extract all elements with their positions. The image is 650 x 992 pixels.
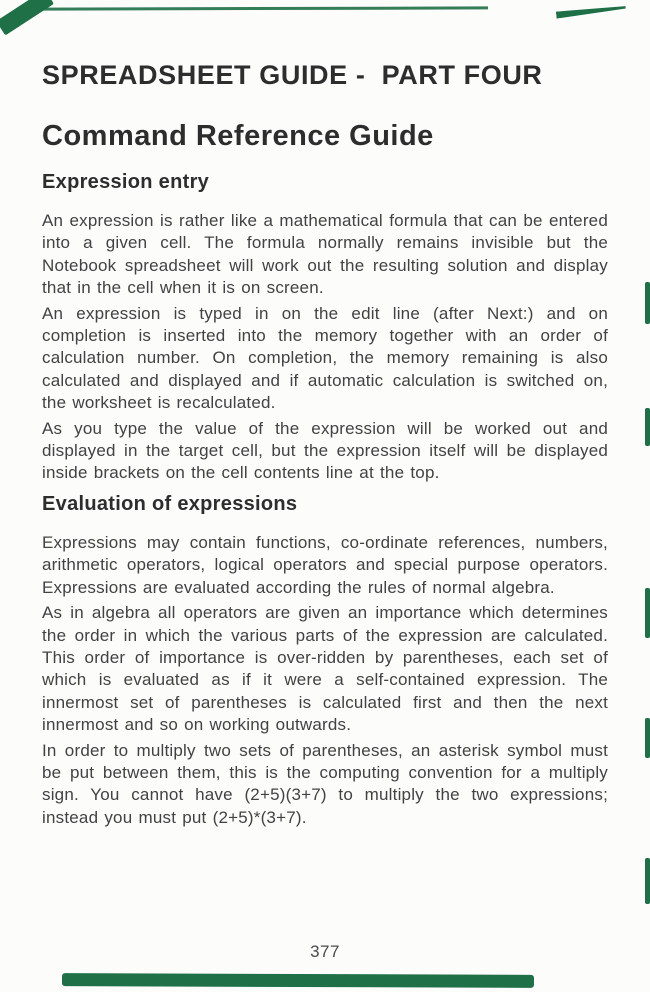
scan-right-edge-mark — [645, 588, 650, 638]
paragraph: An expression is typed in on the edit line (after Next:) and on completion is inserted into the memory together with an order of calculation number. On completion, the memory remaining is also calculated and displayed and if automatic calculation is switched on, the worksheet is recalculated. — [42, 303, 608, 413]
paragraph: Expressions may contain functions, co-ordinate references, numbers, arithmetic operators, logical operators and special purpose operators. Expressions are evaluated according the rules of normal algebra. — [42, 532, 608, 597]
page-subtitle: Command Reference Guide — [42, 120, 434, 152]
section-heading-evaluation-of-expressions: Evaluation of expressions — [42, 492, 298, 515]
page-number: 377 — [310, 942, 340, 961]
page-title: SPREADSHEET GUIDE - PART FOUR — [42, 60, 543, 90]
paragraph: An expression is rather like a mathematical formula that can be entered into a given cell. The formula normally remains invisible but the Notebook spreadsheet will work out the resulting solution and display that in the cell when it is on screen. — [42, 211, 608, 298]
scan-right-edge-mark — [645, 282, 650, 324]
scan-right-edge-mark — [645, 718, 650, 758]
scan-bottom-edge-bar — [62, 973, 534, 988]
scan-right-edge-mark — [645, 408, 650, 446]
section-heading-expression-entry: Expression entry — [42, 171, 210, 193]
scan-right-edge-mark — [645, 858, 650, 904]
scanned-page-content — [42, 0, 608, 832]
paragraph: As you type the value of the expression will be worked out and displayed in the target cell, but the expression itself will be displayed inside brackets on the cell contents line at the top. — [42, 418, 608, 483]
paragraph: In order to multiply two sets of parentheses, an asterisk symbol must be put between them, this is the computing convention for a multiply sign. You cannot have (2+5)(3+7) to multiply the two expressions; instead you must put (2+5)*(3+7). — [42, 740, 608, 827]
paragraph: As in algebra all operators are given an importance which determines the order in which the various parts of the expression are calculated. This order of importance is over-ridden by parentheses, each set of which is evaluated as if it were a self-contained expression. The innermost set of parentheses is calculated first and then the next innermost and so on working outwards. — [42, 603, 608, 735]
